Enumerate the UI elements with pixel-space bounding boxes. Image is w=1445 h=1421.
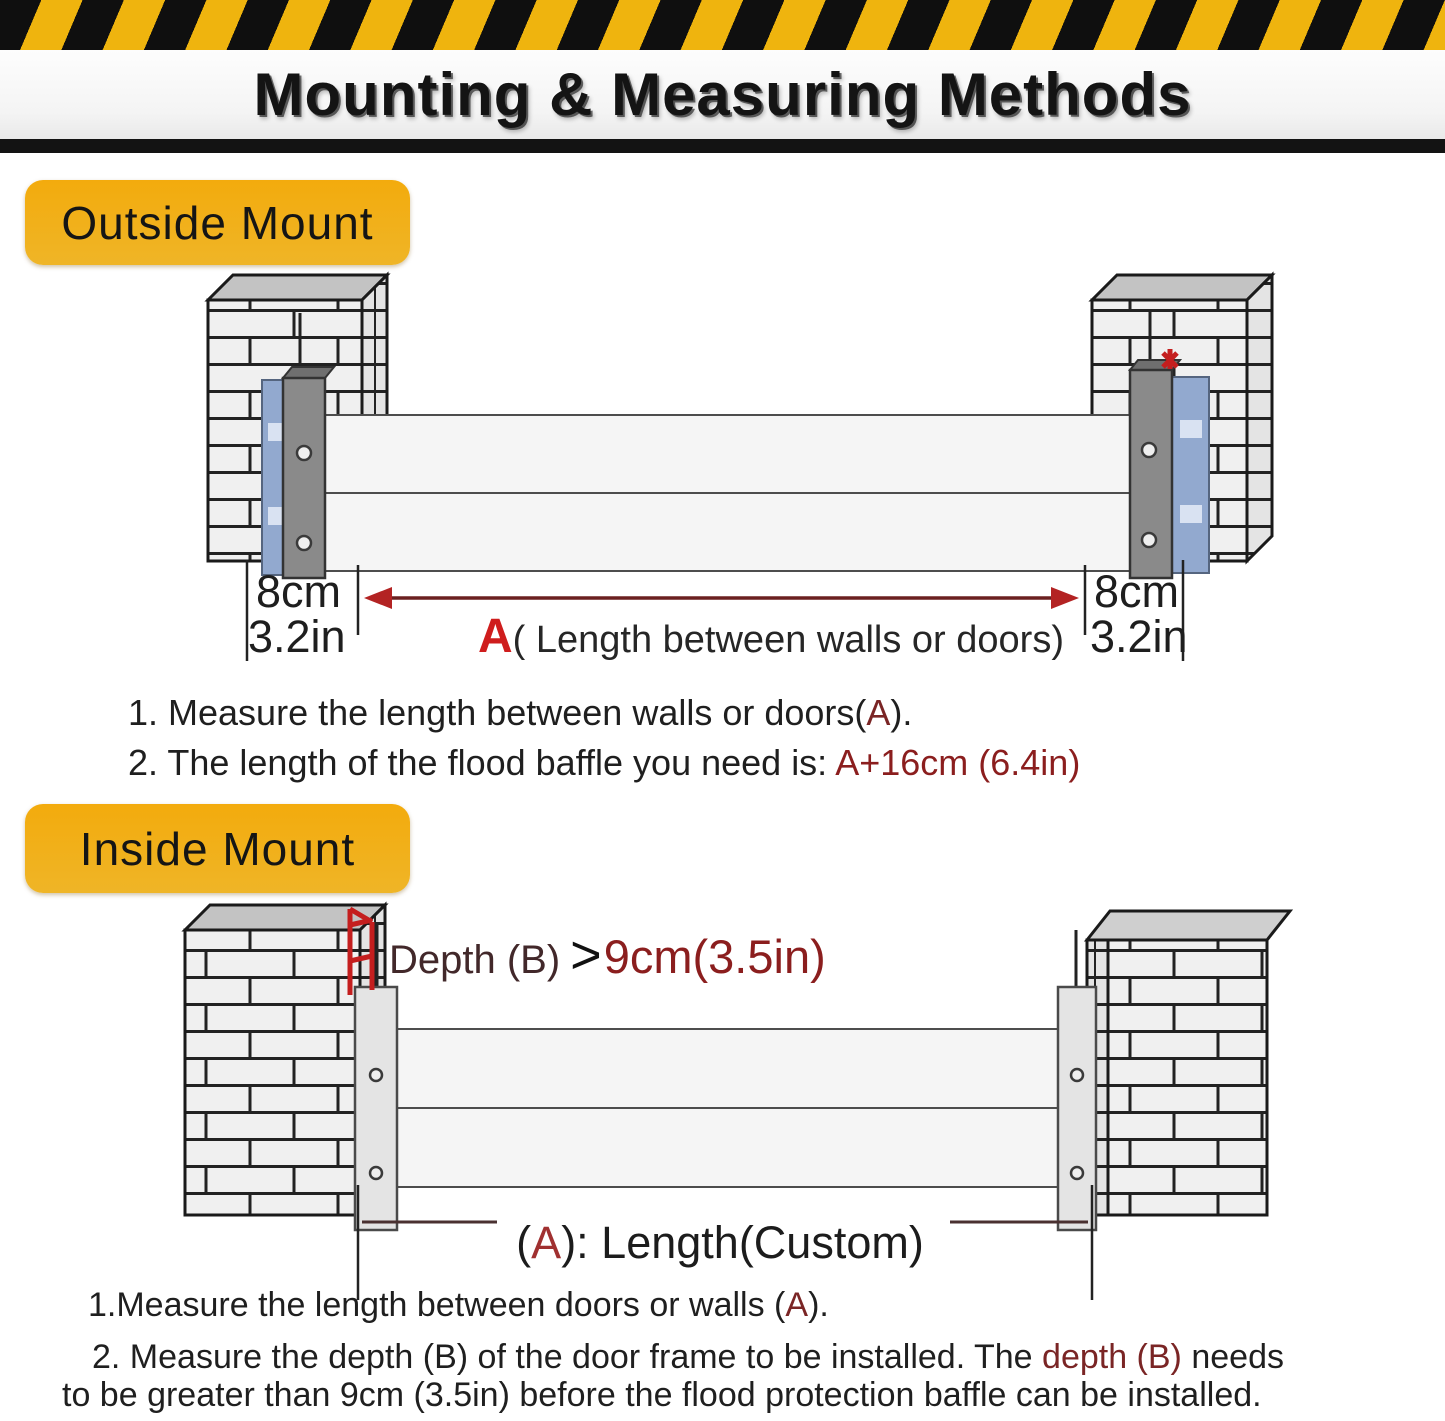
barrier-panel-bottom: [397, 1108, 1060, 1187]
step-text: 2. Measure the depth (B) of the door frame to be installed. The: [92, 1338, 1043, 1376]
outside-dimension: [247, 560, 1188, 663]
right-wall-channel: [1172, 377, 1209, 573]
outside-mount-diagram: [0, 255, 1445, 665]
inside-barrier-panels: [397, 1029, 1060, 1187]
step-text: needs: [1181, 1338, 1284, 1376]
step-text: ).: [808, 1286, 829, 1324]
inside-mount-label: [25, 804, 410, 893]
right-offset-inch: 3.2in: [1090, 611, 1188, 662]
screw-hole: [1071, 1069, 1083, 1081]
screw-hole: [1142, 533, 1156, 547]
pillar-top-face: [208, 275, 387, 300]
step-highlight: depth (B): [1042, 1338, 1182, 1376]
pillar-top-face: [1092, 275, 1272, 300]
outside-step-2: [128, 742, 1080, 784]
page-title: Mounting & Measuring Methods: [253, 61, 1192, 128]
pillar-side-face: [1247, 275, 1272, 561]
outside-mount-label: [25, 180, 410, 265]
step-text: 1.Measure the length between doors or walls (: [88, 1286, 786, 1324]
barrier-panel-top: [397, 1029, 1060, 1108]
pillar-top-face: [1087, 911, 1290, 940]
hazard-stripe-band: [0, 0, 1445, 50]
screw-hole: [370, 1167, 382, 1179]
screw-hole: [297, 446, 311, 460]
step-text: 1. Measure the length between walls or doors(: [128, 692, 867, 733]
inside-step-2-line2: [62, 1376, 1262, 1415]
outside-mount-label-text: Outside Mount: [61, 196, 374, 249]
inside-dimension: [358, 1185, 1092, 1300]
barrier-panel-top: [322, 415, 1133, 493]
barrier-panel-bottom: [322, 493, 1133, 571]
arrowhead-right: [1051, 587, 1079, 609]
left-offset-inch: 3.2in: [248, 611, 346, 662]
step-highlight: A: [785, 1286, 809, 1324]
inside-right-brick-pillar: [1087, 911, 1290, 1215]
screw-hole: [1071, 1167, 1083, 1179]
inside-mount-label-text: Inside Mount: [79, 822, 356, 875]
depth-annotation: Depth (B) >9cm(3.5in): [389, 925, 826, 985]
banner-divider: [0, 139, 1445, 153]
header-banner: [0, 0, 1445, 153]
flood-barrier-panels: [322, 415, 1133, 571]
step-text: 2. The length of the flood baffle you need is:: [128, 742, 836, 783]
pillar-front-face: [185, 930, 360, 1215]
screw-hole: [297, 536, 311, 550]
arrowhead-left: [364, 587, 392, 609]
step-text: ).: [890, 692, 913, 733]
inside-step-1: [88, 1286, 829, 1325]
step-text: to be greater than 9cm (3.5in) before the flood protection baffle can be installed.: [62, 1376, 1262, 1414]
length-custom-annotation: (A): Length(Custom): [516, 1217, 924, 1268]
title-band: [0, 50, 1445, 139]
length-a-annotation: A( Length between walls or doors): [478, 610, 1064, 663]
inside-step-2-line1: [92, 1338, 1284, 1377]
inside-mount-diagram: [0, 895, 1445, 1300]
step-highlight: A+16cm (6.4in): [835, 742, 1081, 783]
right-offset-cm: 8cm: [1094, 566, 1180, 617]
step-highlight: A: [866, 692, 891, 733]
left-offset-cm: 8cm: [256, 566, 342, 617]
pillar-front-face: [1108, 940, 1267, 1215]
screw-hole: [370, 1069, 382, 1081]
screw-hole: [1142, 443, 1156, 457]
outside-step-1: [128, 692, 912, 734]
